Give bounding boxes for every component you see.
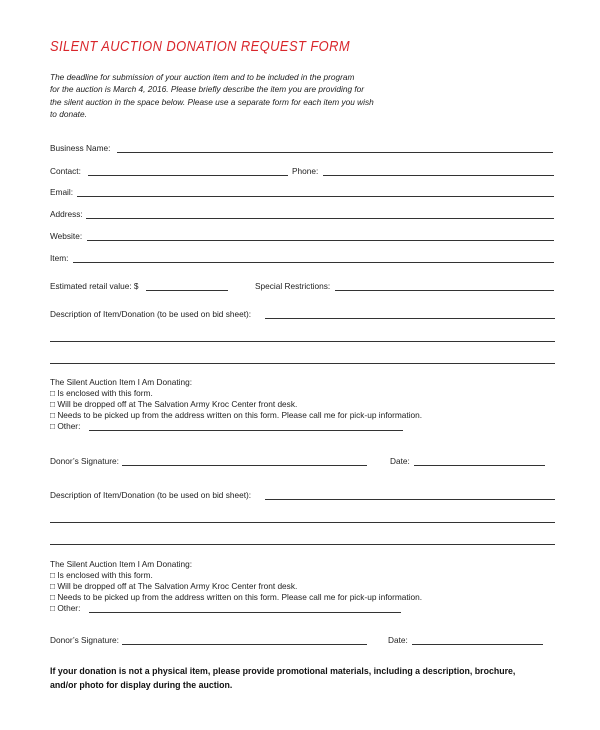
option-other-checkbox[interactable]: □ Other:	[50, 603, 81, 613]
date-field[interactable]	[412, 644, 543, 645]
signature-field[interactable]	[122, 644, 367, 645]
special-restrictions-field[interactable]	[335, 290, 554, 291]
item-label: Item:	[50, 253, 69, 263]
intro-paragraph	[50, 71, 374, 120]
option-enclosed-checkbox[interactable]: □ Is enclosed with this form.	[50, 570, 153, 580]
intro-line: to donate.	[50, 108, 87, 119]
option-dropoff-checkbox[interactable]: □ Will be dropped off at The Salvation Army Kroc Center front desk.	[50, 399, 298, 409]
retail-value-field[interactable]	[146, 290, 228, 291]
option-dropoff-checkbox[interactable]: □ Will be dropped off at The Salvation Army Kroc Center front desk.	[50, 581, 298, 591]
email-label: Email:	[50, 187, 74, 197]
business-name-label: Business Name:	[50, 143, 111, 153]
item-field[interactable]	[73, 262, 554, 263]
business-name-field[interactable]	[117, 152, 553, 153]
description-field-line[interactable]	[265, 499, 555, 500]
email-field[interactable]	[77, 196, 554, 197]
contact-label: Contact:	[50, 166, 81, 176]
signature-field[interactable]	[122, 465, 367, 466]
note-line: and/or photo for display during the auction.	[50, 679, 233, 690]
donating-heading: The Silent Auction Item I Am Donating:	[50, 377, 193, 387]
signature-label: Donor’s Signature:	[50, 456, 119, 466]
donating-heading: The Silent Auction Item I Am Donating:	[50, 559, 193, 569]
phone-label: Phone:	[292, 166, 319, 176]
phone-field[interactable]	[323, 175, 554, 176]
note-line: If your donation is not a physical item, please provide promotional materials, including a description, brochure,	[50, 666, 516, 676]
special-restrictions-label: Special Restrictions:	[255, 281, 331, 291]
form-title: SILENT AUCTION DONATION REQUEST FORM	[50, 38, 351, 55]
date-label: Date:	[390, 456, 410, 466]
intro-line: the silent auction in the space below. Please use a separate form for each item you wish	[50, 96, 374, 107]
contact-field[interactable]	[88, 175, 288, 176]
option-pickup-checkbox[interactable]: □ Needs to be picked up from the address written on this form. Please call me for pick-up information.	[50, 592, 423, 602]
website-field[interactable]	[87, 240, 554, 241]
intro-line: for the auction is March 4, 2016. Please briefly describe the item you are providing for	[50, 84, 365, 95]
website-label: Website:	[50, 231, 83, 241]
description-field-line[interactable]	[50, 341, 555, 342]
date-label: Date:	[388, 635, 408, 645]
intro-line: The deadline for submission of your auction item and to be included in the program	[50, 72, 355, 82]
description-field-line[interactable]	[265, 318, 555, 319]
description-label: Description of Item/Donation (to be used on bid sheet):	[50, 309, 252, 319]
description-field-line[interactable]	[50, 544, 555, 545]
option-pickup-checkbox[interactable]: □ Needs to be picked up from the address written on this form. Please call me for pick-up information.	[50, 410, 423, 420]
description-field-line[interactable]	[50, 522, 555, 523]
other-field[interactable]	[89, 612, 401, 613]
address-label: Address:	[50, 209, 83, 219]
date-field[interactable]	[414, 465, 545, 466]
option-other-checkbox[interactable]: □ Other:	[50, 421, 81, 431]
other-field[interactable]	[89, 430, 403, 431]
description-field-line[interactable]	[50, 363, 555, 364]
description-label: Description of Item/Donation (to be used on bid sheet):	[50, 490, 252, 500]
address-field[interactable]	[86, 218, 554, 219]
retail-value-label: Estimated retail value: $	[50, 281, 139, 291]
signature-label: Donor’s Signature:	[50, 635, 119, 645]
promotional-note	[50, 665, 515, 692]
option-enclosed-checkbox[interactable]: □ Is enclosed with this form.	[50, 388, 153, 398]
